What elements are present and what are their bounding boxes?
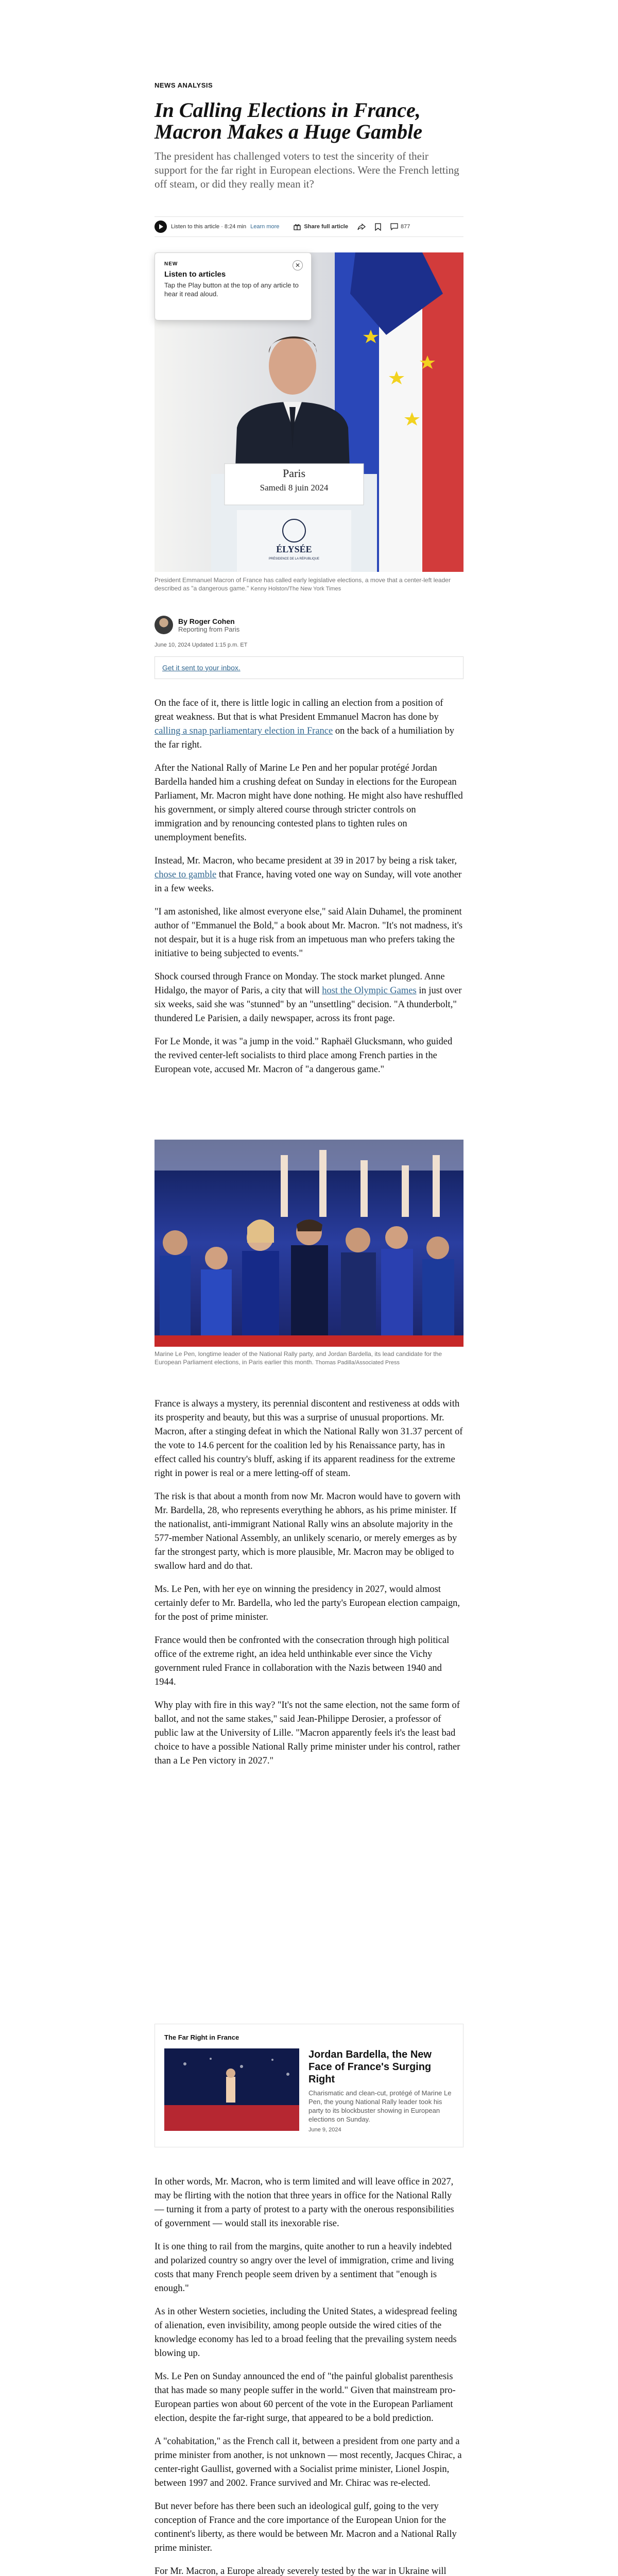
- forward-button[interactable]: [357, 223, 366, 230]
- article-dates: June 10, 2024 Updated 1:15 p.m. ET: [154, 642, 248, 648]
- paragraph-text: On the face of it, there is little logic in calling an election from a position of great weakness. But that is what President Emmanuel Macron has done by: [154, 698, 443, 722]
- comment-count: 877: [400, 224, 410, 230]
- body-block-b: [154, 1397, 464, 1777]
- listen-tooltip: [154, 252, 312, 320]
- lead-caption-text: President Emmanuel Macron of France has called early legislative elections, a move that a center-left leader described as "a dangerous game.": [154, 577, 451, 592]
- kicker-label: NEWS ANALYSIS: [154, 81, 213, 89]
- share-label: Share full article: [304, 224, 348, 230]
- paragraph-text: For Le Monde, it was "a jump in the void." Raphaël Glucksmann, who guided the revived center-left socialists to third place among French parties in the European vote, accused Mr. Macron of "a dangerous game.": [154, 1037, 453, 1075]
- body-paragraph: The risk is that about a month from now Mr. Macron would have to govern with Mr. Bardella, 28, who represents everything he abhors, as his prime minister. If the nationalist, anti-immigrant National Rally wins an absolute majority in the 577-member National Assembly, an unlikely scenario, or merely emerges as by far the strongest party, which is more plausible, Mr. Macron may be obliged to swallow hard and do that.: [154, 1492, 460, 1571]
- paragraph-text: that France, having voted one way on Sunday, will vote another in a few weeks.: [154, 870, 462, 894]
- related-label: The Far Right in France: [164, 2033, 239, 2041]
- bookmark-icon: [375, 223, 381, 231]
- close-icon[interactable]: ✕: [293, 260, 303, 270]
- paragraph-text: Instead, Mr. Macron, who became president at 39 in 2017 by being a risk taker,: [154, 856, 457, 866]
- podium-date: Samedi 8 juin 2024: [260, 483, 329, 493]
- byline: [154, 616, 464, 634]
- related-card[interactable]: [154, 2024, 464, 2147]
- related-date: June 9, 2024: [308, 2127, 341, 2133]
- body-paragraph: [154, 854, 464, 896]
- body-paragraph: Ms. Le Pen on Sunday announced the end of "the painful globalist parenthesis that has made so many people suffer in the world." Given that mainstream pro-European parties won about 60 percent of the vote in the European Parliament election, despite the far-right surge, that appeared to be a bold prediction.: [154, 2371, 456, 2424]
- body-paragraph: For Mr. Macron, a Europe already severely tested by the war in Ukraine will: [154, 2566, 447, 2576]
- body-paragraph: But never before has there been such an ideological gulf, going to the very conception of France and the core importance of the European Union for the continent's liberty, as there would be between Mr. Macron and a National Rally prime minister.: [154, 2501, 457, 2553]
- tooltip-badge: NEW: [164, 261, 178, 267]
- inline-link[interactable]: host the Olympic Games: [322, 986, 417, 996]
- related-thumbnail[interactable]: [164, 2048, 299, 2131]
- save-button[interactable]: [375, 223, 381, 231]
- podium-sub: PRÉSIDENCE DE LA RÉPUBLIQUE: [268, 557, 320, 561]
- lead-caption: [154, 576, 464, 593]
- paragraph-text: on the back of a humiliation by the far right.: [154, 726, 455, 750]
- body-paragraph: It is one thing to rail from the margins, quite another to run a heavily indebted and polarized country so angry over the level of immigration, crime and living costs that many French people seem driven by a sentiment that "enough is enough.": [154, 2242, 454, 2294]
- second-caption: [154, 1350, 464, 1367]
- body-paragraph: [154, 905, 464, 961]
- learn-more-link[interactable]: Learn more: [250, 224, 280, 230]
- tooltip-text: Tap the Play button at the top of any article to hear it read aloud.: [164, 281, 299, 298]
- gift-icon: [294, 223, 301, 230]
- article-toolbar: [154, 216, 464, 237]
- play-button[interactable]: [154, 221, 167, 233]
- second-credit: Thomas Padilla/Associated Press: [315, 1360, 400, 1366]
- body-paragraph: France would then be confronted with the consecration through high political office of the extreme right, an idea held unthinkable ever since the Vichy government ruled France in collaboration with the Nazis between 1940 and 1944.: [154, 1635, 450, 1687]
- tooltip-title: Listen to articles: [164, 270, 226, 279]
- summary: The president has challenged voters to test the sincerity of their support for the far right in European elections. Were the French letting off steam, or did they really mean it?: [154, 150, 459, 190]
- author-avatar[interactable]: [154, 616, 173, 634]
- podium-brand: ÉLYSÉE: [276, 544, 312, 554]
- second-caption-text: Marine Le Pen, longtime leader of the National Rally party, and Jordan Bardella, its lead candidate for the European Parliament elections, in Paris earlier this month.: [154, 1350, 442, 1366]
- share-button[interactable]: [294, 223, 348, 230]
- related-title[interactable]: Jordan Bardella, the New Face of France's Surging Right: [308, 2049, 432, 2085]
- author-name[interactable]: By Roger Cohen: [178, 617, 235, 625]
- body-paragraph: [154, 1035, 464, 1077]
- paragraph-text: "I am astonished, like almost everyone else," said Alain Duhamel, the prominent author of "Emmanuel the Bold," a book about Mr. Macron. "It's not madness, it's not despair, but it is a huge risk from an impetuous man who prefers taking the initiative to being subjected to events.": [154, 907, 463, 959]
- headline: In Calling Elections in France, Macron Makes a Huge Gamble: [154, 98, 422, 143]
- comment-icon: [390, 223, 398, 230]
- body-block-c: [154, 2175, 464, 2576]
- lead-credit: Kenny Holston/The New York Times: [250, 586, 341, 592]
- paragraph-text: Shock coursed through France on Monday. The stock market plunged. Anne Hidalgo, the mayor of Paris, a city that will: [154, 972, 445, 996]
- body-paragraph: As in other Western societies, including the United States, a widespread feeling of alienation, even invisibility, among people outside the wired cities of the knowledge economy has led to a broad feeling that the prevailing system needs blowing up.: [154, 2307, 457, 2359]
- paragraph-text: After the National Rally of Marine Le Pen and her popular protégé Jordan Bardella handed him a crushing defeat on Sunday in elections for the European Parliament, Mr. Macron might have done nothing. He might also have reshuffled his government, or simply altered course through stricter controls on immigration and by renouncing contested plans to tighten rules on unemployment benefits.: [154, 763, 463, 843]
- related-summary: Charismatic and clean-cut, protégé of Marine Le Pen, the young National Rally leader took his party to its blockbuster showing in European elections on Sunday.: [308, 2089, 452, 2123]
- body-paragraph: Ms. Le Pen, with her eye on winning the presidency in 2027, would almost certainly defer to Mr. Bardella, who led the party's European election campaign, for the post of prime minister.: [154, 1584, 460, 1622]
- inline-link[interactable]: chose to gamble: [154, 870, 217, 880]
- body-paragraph: France is always a mystery, its perennial discontent and restiveness at odds with its prosperity and beauty, but this was a surprise of unusual proportions. Mr. Macron, after a stinging defeat in which the National Rally won 31.37 percent of the vote to 14.6 percent for the coalition led by his Renaissance party, has in effect called his country's bluff, asking if its apparent readiness for the extreme right in power is real or a mere letting-off of steam.: [154, 1399, 463, 1479]
- body-paragraph: [154, 697, 464, 752]
- body-paragraph: In other words, Mr. Macron, who is term limited and will leave office in 2027, may be flirting with the notion that three years in office for the National Rally — turning it from a party of protest to a party with the onerous responsibilities of government — would stall its inexorable rise.: [154, 2177, 454, 2229]
- body-paragraph: Why play with fire in this way? "It's not the same election, not the same form of ballot, and not the same stakes," said Jean-Philippe Derosier, a professor of public law at the University of Lille. "Macron apparently feels it's the least bad choice to have a possible National Rally prime minister under his control, rather than a Le Pen victory in 2027.": [154, 1700, 460, 1766]
- inbox-link[interactable]: Get it sent to your inbox.: [154, 656, 464, 679]
- comments-button[interactable]: [390, 223, 410, 230]
- paragraph-text: in just over six weeks, said she was "stunned" by an "unsettling" decision. "A thunderbolt," thundered Le Parisien, a daily newspaper, across its front page.: [154, 986, 462, 1024]
- author-role: Reporting from Paris: [178, 625, 240, 633]
- listen-label[interactable]: Listen to this article · 8:24 min: [171, 224, 247, 230]
- podium-city: Paris: [283, 467, 305, 480]
- body-block-a: [154, 697, 464, 1086]
- body-paragraph: A "cohabitation," as the French call it, between a president from one party and a prime minister from another, is not unknown — most recently, Jacques Chirac, a center-right Gaullist, governed with a Socialist prime minister, Lionel Jospin, between 1997 and 2002. France survived and Mr. Chirac was re-elected.: [154, 2436, 462, 2488]
- body-paragraph: [154, 970, 464, 1026]
- share-arrow-icon: [357, 223, 366, 230]
- second-image: [154, 1140, 464, 1347]
- body-paragraph: [154, 761, 464, 845]
- inline-link[interactable]: calling a snap parliamentary election in France: [154, 726, 333, 736]
